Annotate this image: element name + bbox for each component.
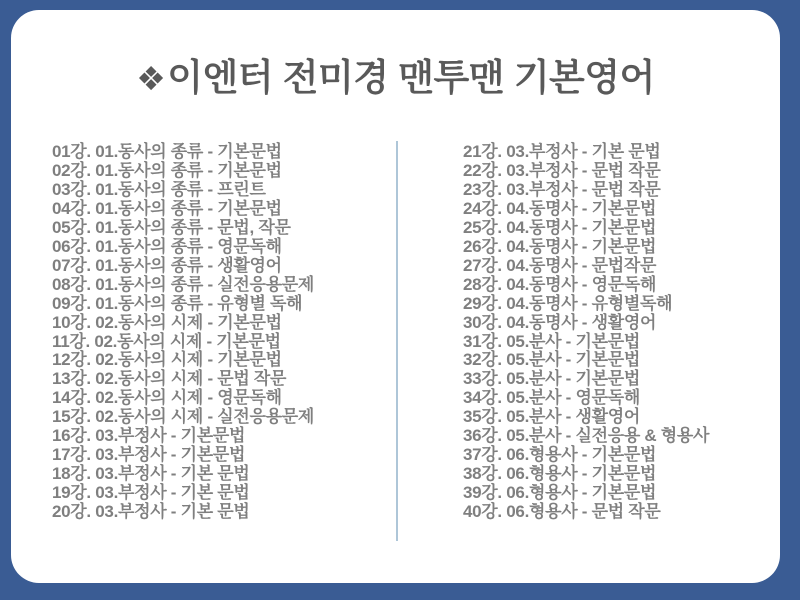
lecture-item: 02강. 01.동사의 종류 - 기본문법 [52,160,282,180]
lecture-item: 10강. 02.동사의 시제 - 기본문법 [52,312,282,332]
lecture-item: 19강. 03.부정사 - 기본 문법 [52,483,250,503]
page-title [11,47,780,101]
lecture-item: 32강. 05.분사 - 기본문법 [463,350,640,370]
column-divider [396,141,398,541]
lecture-item: 23강. 03.부정사 - 문법 작문 [463,179,661,199]
lecture-item: 06강. 01.동사의 종류 - 영문독해 [52,236,282,256]
lecture-item: 37강. 06.형용사 - 기본문법 [463,445,657,465]
lecture-item: 22강. 03.부정사 - 문법 작문 [463,160,661,180]
lecture-item: 25강. 04.동명사 - 기본문법 [463,217,657,237]
lecture-item: 24강. 04.동명사 - 기본문법 [463,198,657,218]
lecture-item: 13강. 02.동사의 시제 - 문법 작문 [52,369,287,389]
lecture-item: 01강. 01.동사의 종류 - 기본문법 [52,142,282,161]
lecture-item: 03강. 01.동사의 종류 - 프린트 [52,179,266,199]
slide-card [11,10,780,583]
lecture-item: 07강. 01.동사의 종류 - 생활영어 [52,255,282,275]
lecture-item: 16강. 03.부정사 - 기본문법 [52,426,246,446]
lecture-item: 08강. 01.동사의 종류 - 실전응용문제 [52,274,314,294]
lecture-item: 29강. 04.동명사 - 유형별독해 [463,293,673,313]
lecture-item: 26강. 04.동명사 - 기본문법 [463,236,657,256]
lecture-item: 14강. 02.동사의 시제 - 영문독해 [52,388,282,408]
lecture-item: 30강. 04.동명사 - 생활영어 [463,312,657,332]
diamond-icon: ❖ [136,59,166,97]
lecture-item: 21강. 03.부정사 - 기본 문법 [463,142,661,161]
lecture-item: 36강. 05.분사 - 실전응용 & 형용사 [463,426,710,446]
lecture-item: 38강. 06.형용사 - 기본문법 [463,464,657,484]
lecture-item: 18강. 03.부정사 - 기본 문법 [52,464,250,484]
lecture-item: 40강. 06.형용사 - 문법 작문 [463,502,661,522]
lecture-item: 05강. 01.동사의 종류 - 문법, 작문 [52,217,291,237]
lecture-list-right [463,143,709,522]
lecture-item: 33강. 05.분사 - 기본문법 [463,369,640,389]
lecture-item: 31강. 05.분사 - 기본문법 [463,331,640,351]
page-title-text: 이엔터 전미경 맨투맨 기본영어 [167,56,655,98]
lecture-item: 17강. 03.부정사 - 기본문법 [52,445,246,465]
lecture-item: 27강. 04.동명사 - 문법작문 [463,255,657,275]
lecture-item: 34강. 05.분사 - 영문독해 [463,388,640,408]
lecture-item: 11강. 02.동사의 시제 - 기본문법 [52,331,281,351]
lecture-item: 39강. 06.형용사 - 기본문법 [463,483,657,503]
lecture-item: 15강. 02.동사의 시제 - 실전응용문제 [52,407,314,427]
lecture-item: 20강. 03.부정사 - 기본 문법 [52,502,250,522]
lecture-item: 28강. 04.동명사 - 영문독해 [463,274,657,294]
lecture-item: 09강. 01.동사의 종류 - 유형별 독해 [52,293,303,313]
lecture-list-left [52,143,314,522]
lecture-item: 12강. 02.동사의 시제 - 기본문법 [52,350,282,370]
lecture-item: 35강. 05.분사 - 생활영어 [463,407,640,427]
lecture-item: 04강. 01.동사의 종류 - 기본문법 [52,198,282,218]
